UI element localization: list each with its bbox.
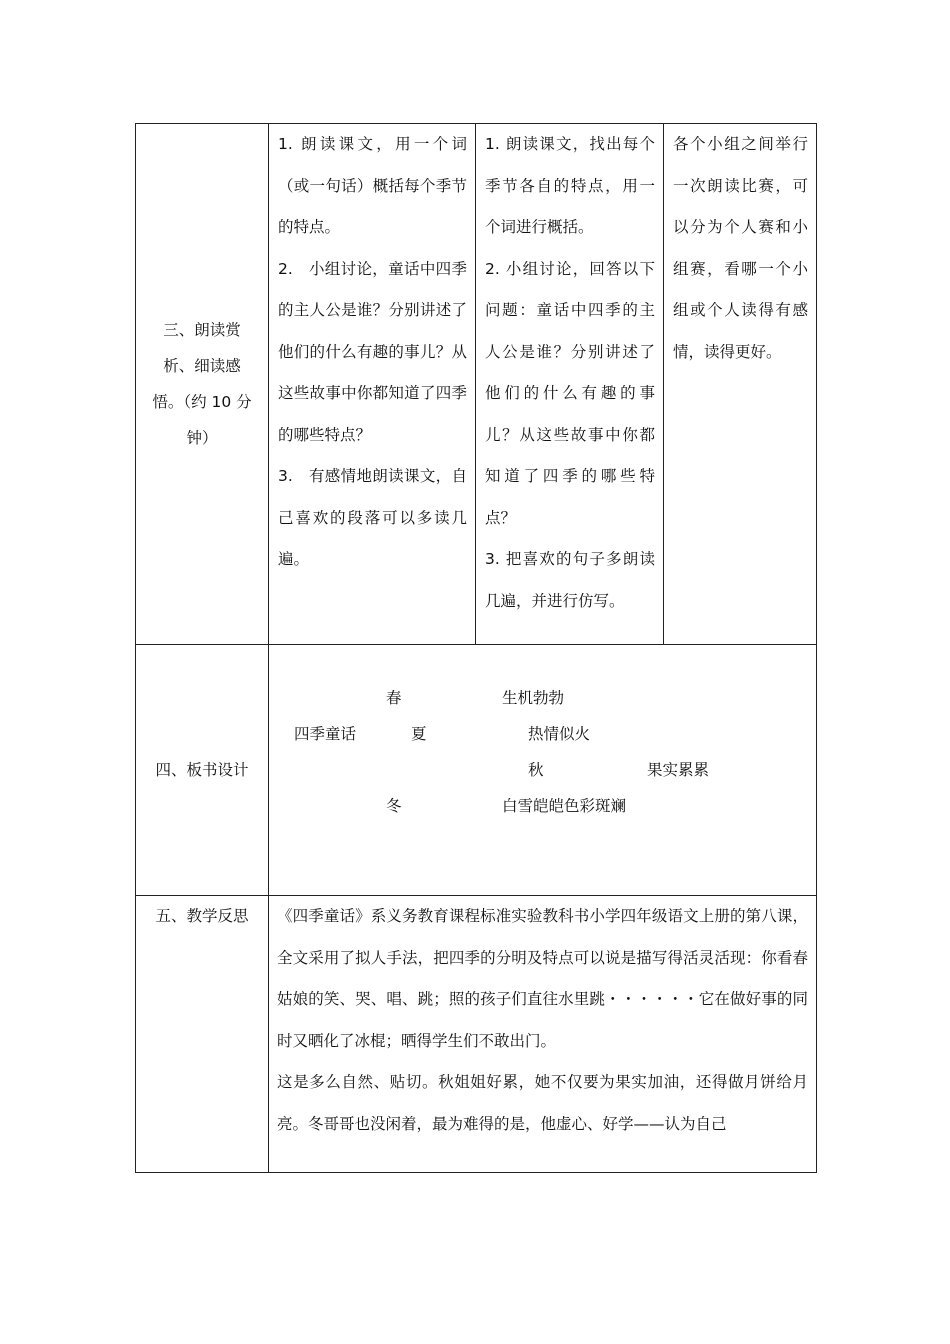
board-design xyxy=(269,645,816,895)
section3-label-cell xyxy=(136,124,269,645)
reflection-cell xyxy=(269,896,817,1173)
board-winter-desc: 白雪皑皑色彩斑斓 xyxy=(502,797,627,815)
table-row-reflection xyxy=(136,896,817,1173)
lesson-plan-table xyxy=(135,123,817,1173)
section4-label: 四、板书设计 xyxy=(155,761,249,779)
board-spring-desc: 生机勃勃 xyxy=(502,689,565,707)
student-activity-cell xyxy=(476,124,664,645)
board-design-cell xyxy=(269,645,817,896)
teacher-activity-cell xyxy=(269,124,476,645)
board-title: 四季童话 xyxy=(294,725,357,743)
board-autumn-desc: 果实累累 xyxy=(647,761,710,779)
teacher-step-2: 2. 小组讨论，童话中四季的主人公是谁？分别讲述了他们的什么有趣的事儿？从这些故事中你都知道了四季的哪些特点？ xyxy=(278,259,467,444)
student-step-2: 2. 小组讨论，回答以下问题：童话中四季的主人公是谁？分别讲述了他们的什么有趣的事儿？从这些故事中你都知道了四季的哪些特点？ xyxy=(485,259,655,527)
board-summer-desc: 热情似火 xyxy=(528,725,591,743)
table-row-board-design xyxy=(136,645,817,896)
student-step-1: 1. 朗读课文，找出每个季节各自的特点，用一个词进行概括。 xyxy=(485,135,655,236)
reflection-paragraph-2: 这是多么自然、贴切。秋姐姐好累，她不仅要为果实加油，还得做月饼给月亮。冬哥哥也没闲着，最为难得的是，他虚心、好学——认为自己 xyxy=(277,1073,808,1133)
design-note-cell xyxy=(664,124,817,645)
section4-label-cell xyxy=(136,645,269,896)
section5-label: 五、教学反思 xyxy=(155,907,249,925)
board-summer: 夏 xyxy=(411,725,427,743)
teacher-step-1: 1. 朗读课文，用一个词（或一句话）概括每个季节的特点。 xyxy=(278,135,467,236)
section5-label-cell xyxy=(136,896,269,1173)
section3-label: 三、朗读赏析、细读感悟。（约 10 分钟） xyxy=(152,321,252,447)
board-spring: 春 xyxy=(386,689,402,707)
teacher-step-3: 3. 有感情地朗读课文，自己喜欢的段落可以多读几遍。 xyxy=(278,467,467,568)
board-winter: 冬 xyxy=(386,797,402,815)
board-autumn: 秋 xyxy=(528,761,544,779)
design-note: 各个小组之间举行一次朗读比赛，可以分为个人赛和小组赛，看哪一个小组或个人读得有感情，读得更好。 xyxy=(673,135,808,361)
reflection-paragraph-1: 《四季童话》系义务教育课程标准实验教科书小学四年级语文上册的第八课，全文采用了拟人手法，把四季的分明及特点可以说是描写得活灵活现：你看春姑娘的笑、哭、唱、跳；照的孩子们直往水里跳・・・・・・它在做好事的同时又晒化了冰棍；晒得学生们不敢出门。 xyxy=(277,907,808,1050)
student-step-3: 3. 把喜欢的句子多朗读几遍，并进行仿写。 xyxy=(485,550,655,610)
table-row-reading xyxy=(136,124,817,645)
